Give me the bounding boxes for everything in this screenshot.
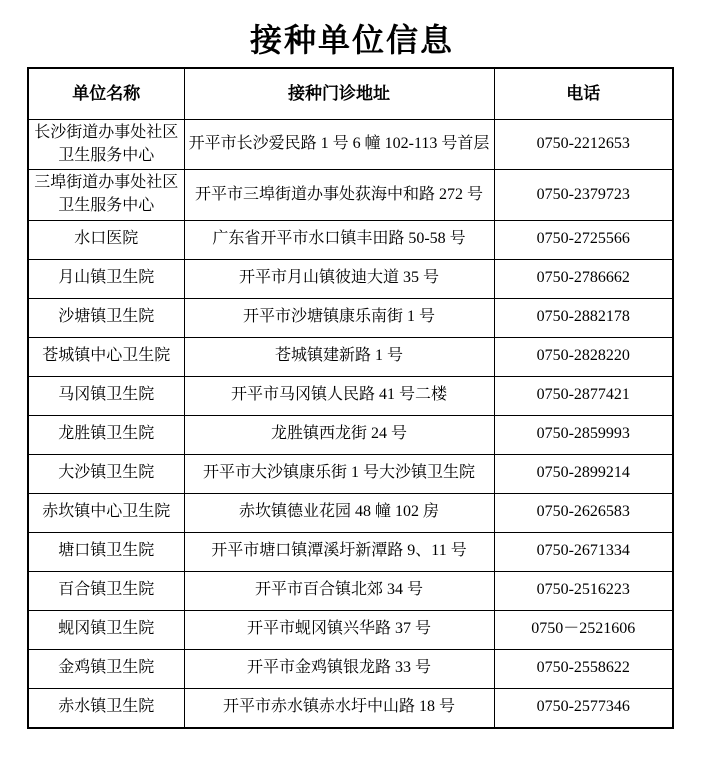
unit-name-cell: 赤水镇卫生院 [28,688,184,728]
unit-name-cell: 月山镇卫生院 [28,259,184,298]
table-row [28,259,673,298]
unit-name-cell: 百合镇卫生院 [28,571,184,610]
phone-cell: 0750-2882178 [494,298,673,337]
clinic-address-cell: 开平市马冈镇人民路 41 号二楼 [184,376,494,415]
page-title: 接种单位信息 [249,22,454,58]
clinic-address-cell: 开平市月山镇彼迪大道 35 号 [184,259,494,298]
table-row [28,454,673,493]
table-row [28,337,673,376]
unit-name-cell: 金鸡镇卫生院 [28,649,184,688]
table-row [28,493,673,532]
clinic-address-cell: 广东省开平市水口镇丰田路 50-58 号 [184,220,494,259]
table-row [28,532,673,571]
phone-cell: 0750-2212653 [494,119,673,169]
header-phone: 电话 [494,68,673,120]
unit-name-cell: 苍城镇中心卫生院 [28,337,184,376]
unit-name-cell: 蚬冈镇卫生院 [28,610,184,649]
phone-cell: 0750-2828220 [494,337,673,376]
phone-cell: 0750-2786662 [494,259,673,298]
table-row [28,610,673,649]
table-row [28,571,673,610]
phone-cell: 0750-2379723 [494,170,673,220]
phone-cell: 0750-2516223 [494,571,673,610]
phone-cell: 0750－2521606 [494,610,673,649]
phone-cell: 0750-2626583 [494,493,673,532]
unit-name-cell: 沙塘镇卫生院 [28,298,184,337]
unit-name-cell: 大沙镇卫生院 [28,454,184,493]
phone-cell: 0750-2671334 [494,532,673,571]
clinic-address-cell: 开平市塘口镇潭溪圩新潭路 9、11 号 [184,532,494,571]
table-row [28,220,673,259]
table-row [28,119,673,169]
clinic-address-cell: 开平市大沙镇康乐街 1 号大沙镇卫生院 [184,454,494,493]
header-row [28,68,673,120]
table-row [28,298,673,337]
clinic-address-cell: 开平市蚬冈镇兴华路 37 号 [184,610,494,649]
header-unit-name: 单位名称 [28,68,184,120]
clinic-address-cell: 开平市沙塘镇康乐南街 1 号 [184,298,494,337]
table-header [28,68,673,120]
unit-name-cell: 三埠街道办事处社区卫生服务中心 [28,170,184,220]
table-row [28,170,673,220]
unit-name-cell: 长沙街道办事处社区卫生服务中心 [28,119,184,169]
phone-cell: 0750-2558622 [494,649,673,688]
unit-name-cell: 水口医院 [28,220,184,259]
clinic-address-cell: 赤坎镇德业花园 48 幢 102 房 [184,493,494,532]
table-row [28,376,673,415]
table-row [28,415,673,454]
clinic-address-cell: 开平市百合镇北郊 34 号 [184,571,494,610]
phone-cell: 0750-2859993 [494,415,673,454]
table-body [28,119,673,727]
phone-cell: 0750-2877421 [494,376,673,415]
phone-cell: 0750-2899214 [494,454,673,493]
phone-cell: 0750-2725566 [494,220,673,259]
unit-name-cell: 赤坎镇中心卫生院 [28,493,184,532]
phone-cell: 0750-2577346 [494,688,673,728]
table-row [28,688,673,728]
unit-name-cell: 马冈镇卫生院 [28,376,184,415]
header-clinic-address: 接种门诊地址 [184,68,494,120]
clinic-address-cell: 开平市赤水镇赤水圩中山路 18 号 [184,688,494,728]
unit-name-cell: 龙胜镇卫生院 [28,415,184,454]
clinic-address-cell: 龙胜镇西龙街 24 号 [184,415,494,454]
clinic-address-cell: 开平市长沙爱民路 1 号 6 幢 102-113 号首层 [184,119,494,169]
unit-name-cell: 塘口镇卫生院 [28,532,184,571]
clinic-address-cell: 开平市三埠街道办事处荻海中和路 272 号 [184,170,494,220]
vaccination-units-table [27,67,674,729]
clinic-address-cell: 开平市金鸡镇银龙路 33 号 [184,649,494,688]
clinic-address-cell: 苍城镇建新路 1 号 [184,337,494,376]
table-row [28,649,673,688]
